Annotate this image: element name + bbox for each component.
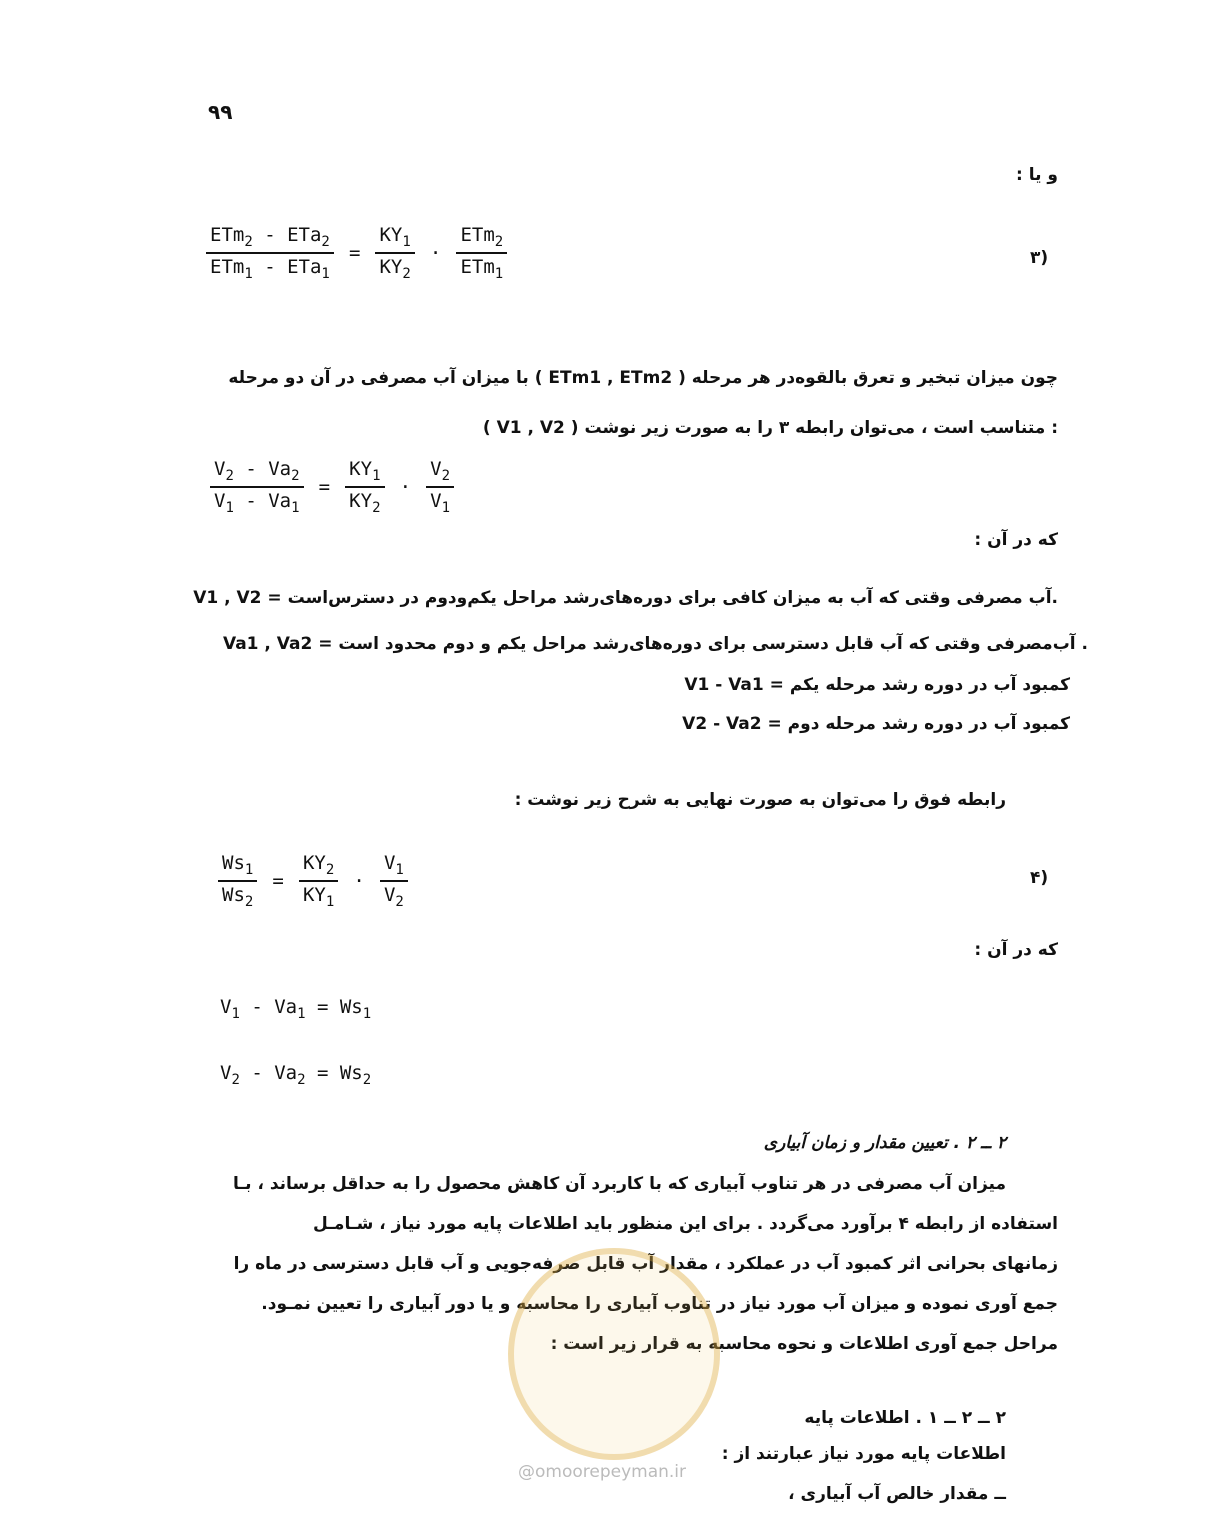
sub-heading: ۲ ــ ۲ ــ ۱ . اطلاعات پایه (804, 1408, 1006, 1428)
paragraph-1-line-2: ( V1 , V2 ) متناسب است ، می‌توان رابطه ۳ را به صورت زیر نوشت : (482, 418, 1058, 438)
body-line-5: مراحل جمع آوری اطلاعات و نحوه محاسبه به قرار زیر است : (550, 1334, 1058, 1354)
eq4-ws-fraction: $\frac{Ws_1}{Ws_2}$ (218, 852, 257, 910)
page-number: ۹۹ (208, 100, 233, 124)
paragraph-2: رابطه فوق را می‌توان به صورت نهایی به شرح زیر نوشت : (514, 790, 1006, 810)
eq4-v-fraction: $\frac{V_1}{V_2}$ (380, 852, 408, 910)
definition-4: V2 - Va2 = کمبود آب در دوره رشد مرحله دوم (682, 714, 1070, 734)
definition-1: V1 , V2 = آب مصرفی وقتی که آب به میزان کافی برای دوره‌های‌رشد مراحل یکم‌ودوم در دسترس‌است. (193, 588, 1058, 608)
paragraph-1-line-1: چون میزان تبخیر و تعرق بالقوه‌در هر مرحله ( ETm1 , ETm2 ) با میزان آب مصرفی در آن دو مرحله (228, 368, 1058, 388)
body-line-2: استفاده از رابطه ۴ برآورد می‌گردد . برای این منظور باید اطلاعات پایه مورد نیاز ، شـامـل (312, 1214, 1058, 1234)
body-line-1: میزان آب مصرفی در هر تناوب آبیاری که با کاربرد آن کاهش محصول را به حداقل برساند ، بـا (232, 1174, 1006, 1194)
eqv-v-fraction: $\frac{V_2}{V_1}$ (426, 458, 454, 516)
ws-equation-1: $V_1 - Va_1 = Ws_1$ (220, 996, 372, 1022)
sub-line-2: ــ مقدار خالص آب آبیاری ، (788, 1484, 1006, 1504)
equation-4: $\frac{Ws_1}{Ws_2}$ = $\frac{KY_2}{KY_1}$ · $\frac{V_1}{V_2}$ (218, 852, 408, 910)
equation-3-number: ۳) (1030, 248, 1049, 268)
definition-3: V1 - Va1 = کمبود آب در دوره رشد مرحله یکم (684, 675, 1070, 695)
equation-3: $\frac{ETm_2 - ETa_2}{ETm_1 - ETa_1}$ = $\frac{KY_1}{KY_2}$ · $\frac{ETm_2}{ETm_1}$ (206, 224, 507, 282)
sub-line-1: اطلاعات پایه مورد نیاز عبارتند از : (721, 1444, 1006, 1464)
body-line-3: زمانهای بحرانی اثر کمبود آب در عملکرد ، مقدار آب قابل صرفه‌جویی و آب قابل دسترسی در ماه را (233, 1254, 1058, 1274)
definition-2: Va1 , Va2 = آب‌مصرفی وقتی که آب قابل دسترسی برای دوره‌های‌رشد مراحل یکم و دوم محدود است . (222, 634, 1088, 654)
ws-equation-2: $V_2 - Va_2 = Ws_2$ (220, 1062, 372, 1088)
section-heading: ۲ ــ ۲ . تعیین مقدار و زمان آبیاری (763, 1133, 1006, 1153)
watermark-seal (508, 1248, 720, 1460)
where-label-2: که در آن : (974, 940, 1058, 960)
va-ya-label: و یا : (1016, 165, 1058, 185)
eqv-lhs-fraction: $\frac{V_2 - Va_2}{V_1 - Va_1}$ (210, 458, 304, 516)
body-line-4: جمع آوری نموده و میزان آب مورد نیاز در تناوب آبیاری را محاسبه و یا دور آبیاری را تعیین نمـود. (261, 1294, 1058, 1314)
watermark-text: @omoorepeyman.ir (518, 1462, 687, 1482)
eqv-ky-fraction: $\frac{KY_1}{KY_2}$ (345, 458, 384, 516)
eq3-ky-fraction: $\frac{KY_1}{KY_2}$ (375, 224, 414, 282)
equation-v: $\frac{V_2 - Va_2}{V_1 - Va_1}$ = $\frac{KY_1}{KY_2}$ · $\frac{V_2}{V_1}$ (210, 458, 454, 516)
equation-4-number: ۴) (1030, 868, 1049, 888)
eq4-ky-fraction: $\frac{KY_2}{KY_1}$ (299, 852, 338, 910)
eq3-et-fraction: $\frac{ETm_2}{ETm_1}$ (456, 224, 507, 282)
where-label-1: که در آن : (974, 530, 1058, 550)
eq3-lhs-fraction: $\frac{ETm_2 - ETa_2}{ETm_1 - ETa_1}$ (206, 224, 334, 282)
